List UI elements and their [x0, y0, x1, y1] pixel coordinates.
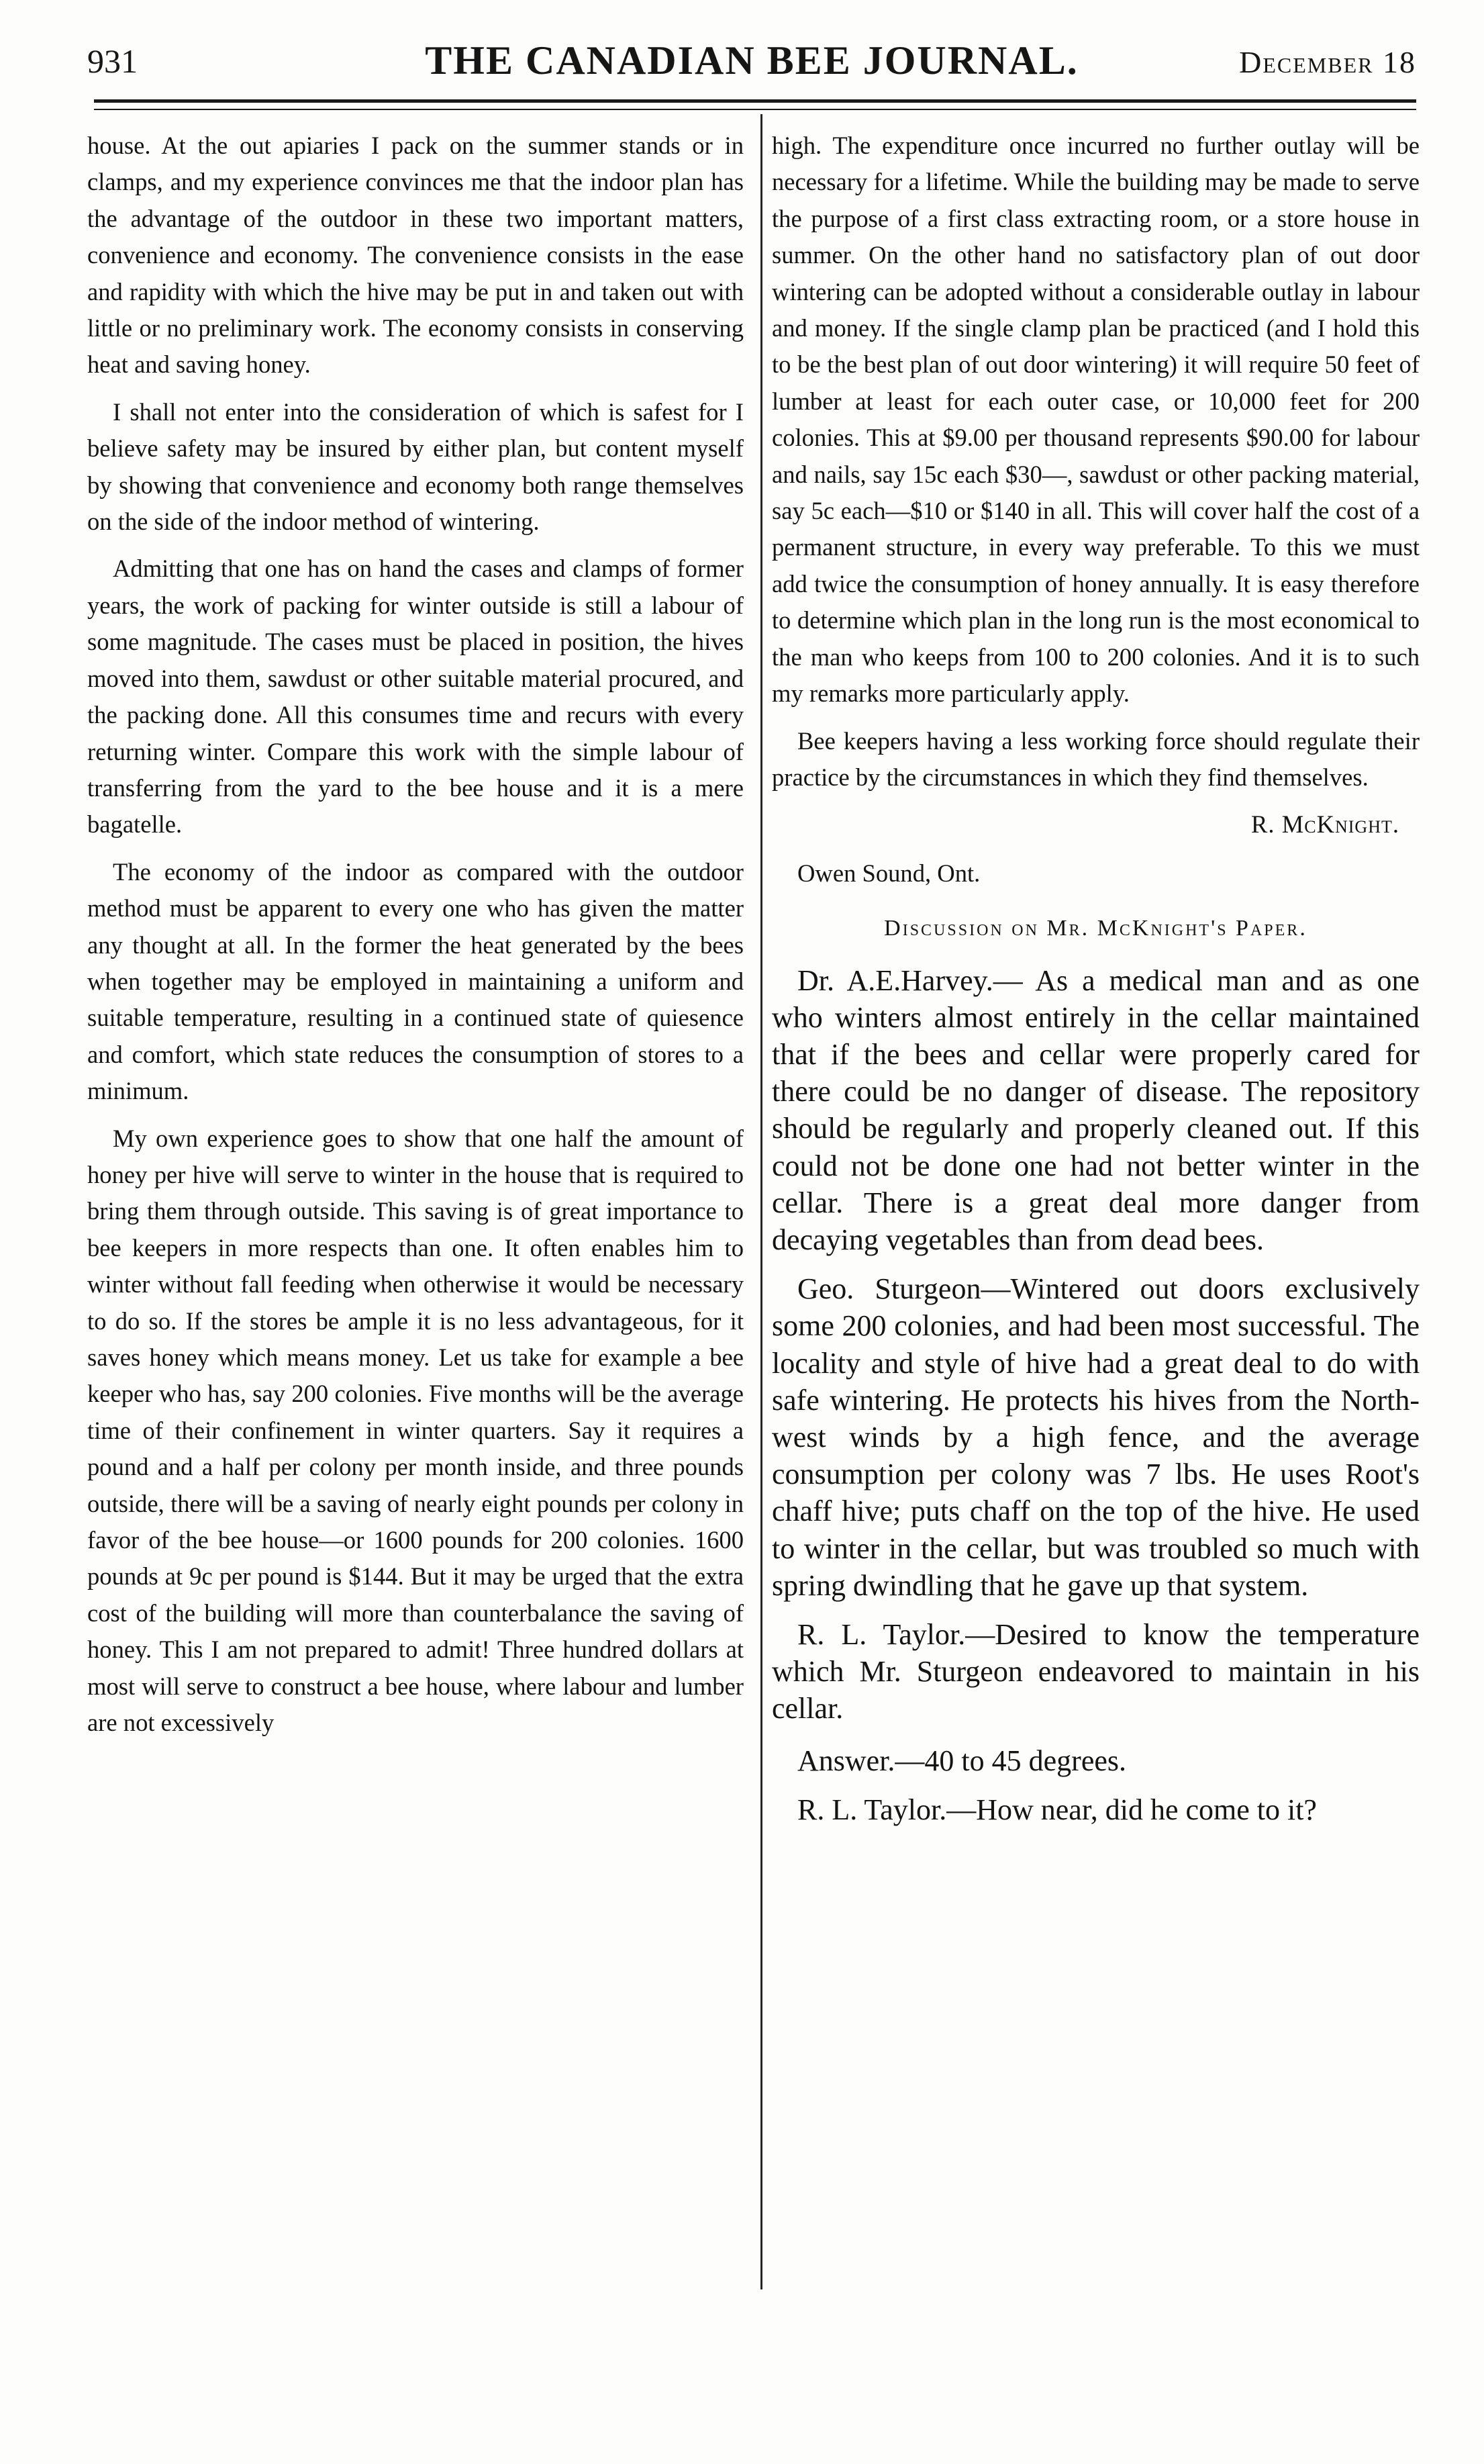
- article-paragraph: The economy of the indoor as compared with the outdoor method must be apparent to every one who has given the matter any thought at all. In the former the heat generated by the bees when together may be employed in maintaining a uniform and suitable temperature, resulting in a continued state of quiesence and comfort, which state reduces the consumption of stores to a minimum.: [87, 857, 744, 1105]
- article-paragraph: My own experience goes to show that one half the amount of honey per hive will serve to winter in the house that is required to bring them through outside. This saving is of great importance to bee keepers in more respects than one. It often enables him to winter without fall feeding when otherwise it would be necessary to do so. If the stores be ample it is no less advantageous, for it saves honey which means money. Let us take for example a bee keeper who has, say 200 colonies. Five months will be the average time of their confinement in winter quarters. Say it requires a pound and a half per colony per month inside, and three pounds outside, there will be a saving of nearly eight pounds per colony in favor of the bee house—or 1600 pounds for 200 colonies. 1600 pounds at 9c per pound is $144. But it may be urged that the extra cost of the building will more than counterbalance the saving of honey. This I am not prepared to admit! Three hundred dollars at most will serve to construct a bee house, where labour and lumber are not excessively: [87, 1124, 744, 1737]
- article-paragraph: I shall not enter into the consideration of which is safest for I believe safety may be insured by either plan, but content myself by showing that convenience and economy both range themselves on the side of the indoor method of wintering.: [87, 397, 744, 536]
- author-signature: R. McKnight.: [1251, 810, 1399, 839]
- header-rule-thick: [94, 99, 1416, 103]
- discussion-paragraph: Geo. Sturgeon—Wintered out doors exclusively some 200 colonies, and had been most successful. The locality and style of hive had a great deal to do with safe wintering. He protects his hives from the North-west winds by a high fence, and the average consumption per colony was 7 lbs. He uses Root's chaff hive; puts chaff on the top of the hive. He used to winter in the cellar, but was troubled so much with spring dwindling that he gave up that system.: [772, 1272, 1420, 1602]
- left-column: [87, 128, 744, 1752]
- discussion-paragraph: Dr. A.E.Harvey.— As a medical man and as one who winters almost entirely in the cellar maintained that if the bees and cellar were properly cared for there could be no danger of disease. The repository should be regularly and properly cleaned out. If this could not be done one had not better winter in the cellar. There is a great deal more danger from decaying vegetables than from dead bees.: [772, 963, 1420, 1256]
- column-divider: [760, 114, 762, 2289]
- article-paragraph: house. At the out apiaries I pack on the summer stands or in clamps, and my experience convinces me that the indoor plan has the advantage of the outdoor in these two important matters, convenience and economy. The convenience consists in the ease and rapidity with which the hive may be put in and taken out with little or no preliminary work. The economy consists in conserving heat and saving honey.: [87, 132, 744, 379]
- journal-title: THE CANADIAN BEE JOURNAL.: [425, 38, 1079, 83]
- page-header: [87, 35, 1416, 95]
- issue-date: December 18: [1239, 45, 1416, 79]
- author-location: Owen Sound, Ont.: [797, 859, 981, 887]
- discussion-answer: Answer.—40 to 45 degrees.: [797, 1744, 1127, 1777]
- discussion-paragraph: R. L. Taylor.—How near, did he come to it?: [797, 1793, 1317, 1826]
- discussion-heading: Discussion on Mr. McKnight's Paper.: [884, 916, 1307, 941]
- discussion-section: [772, 962, 1420, 1828]
- discussion-paragraph: R. L. Taylor.—Desired to know the temperature which Mr. Sturgeon endeavored to maintain in his cellar.: [772, 1617, 1420, 1725]
- header-rule-thin: [94, 109, 1416, 110]
- right-column: [772, 128, 1420, 1840]
- article-paragraph: Admitting that one has on hand the cases and clamps of former years, the work of packing for winter outside is still a labour of some magnitude. The cases must be placed in position, the hives moved into them, sawdust or other suitable material procured, and the packing done. All this consumes time and recurs with every returning winter. Compare this work with the simple labour of transferring from the yard to the bee house and it is a mere bagatelle.: [87, 555, 744, 839]
- page-number: 931: [87, 42, 138, 80]
- article-paragraph: high. The expenditure once incurred no further outlay will be necessary for a lifetime. While the building may be made to serve the purpose of a first class extracting room, or a store house in summer. On the other hand no satisfactory plan of out door wintering can be adopted without a considerable outlay in labour and money. If the single clamp plan be practiced (and I hold this to be the best plan of out door wintering) it will require 50 feet of lumber at least for each outer case, or 10,000 feet for 200 colonies. This at $9.00 per thousand represents $90.00 for labour and nails, say 15c each $30—, sawdust or other packing material, say 5c each—$10 or $140 in all. This will cover half the cost of a permanent structure, in every way preferable. To this we must add twice the consumption of honey annually. It is easy therefore to determine which plan in the long run is the most economical to the man who keeps from 100 to 200 colonies. And it is to such my remarks more particularly apply.: [772, 132, 1420, 708]
- article-paragraph: Bee keepers having a less working force should regulate their practice by the circumstances in which they find themselves.: [772, 726, 1420, 791]
